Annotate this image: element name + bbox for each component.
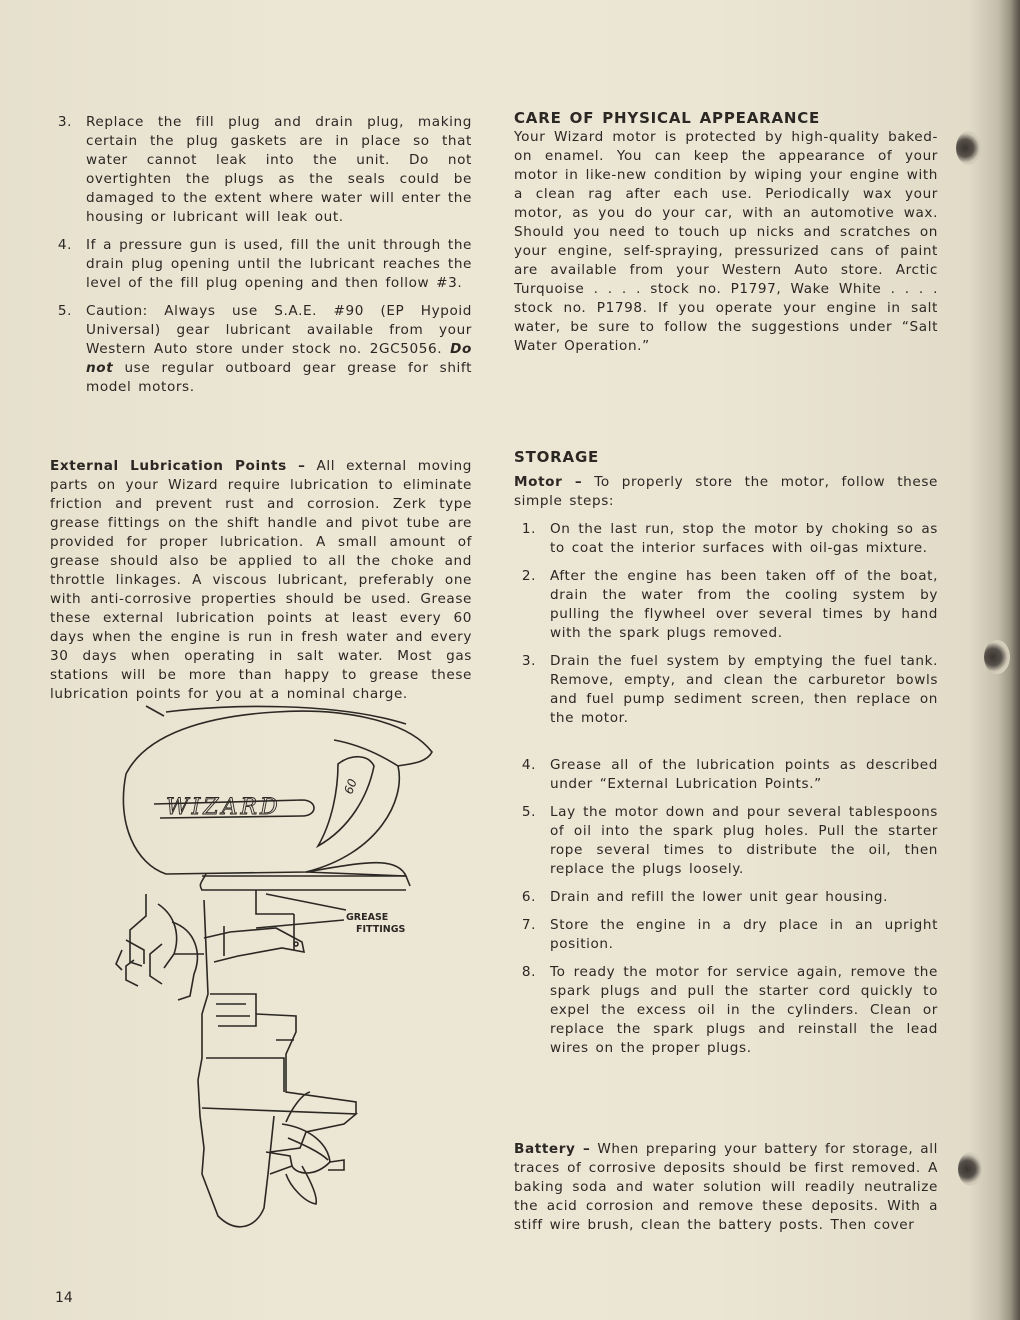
list-item (514, 567, 938, 643)
item-number: 8. (521, 964, 536, 980)
callout-fittings-label: FITTINGS (356, 924, 406, 935)
list-item (514, 652, 938, 728)
list-item (514, 888, 938, 907)
storage-heading: STORAGE (514, 448, 600, 466)
external-lubrication-paragraph (50, 457, 472, 704)
item-number: 3. (57, 114, 72, 130)
storage-motor-intro: To properly store the motor, follow these simple steps: (514, 474, 938, 509)
binder-hole-middle (984, 640, 1010, 674)
item-number: 4. (521, 757, 536, 773)
page-number: 14 (55, 1290, 73, 1306)
item-number: 3. (521, 653, 536, 669)
hood-model-label: 60 (341, 776, 360, 797)
item-text: After the engine has been taken off of the boat, drain the water from the cooling system by pulling the flywheel over several times by hand with the spark plugs removed. (550, 568, 938, 641)
item-number: 5. (521, 804, 536, 820)
outboard-motor-illustration (106, 704, 436, 1234)
item-number: 6. (521, 889, 536, 905)
battery-text: When preparing your battery for storage, all traces of corrosive deposits should be first removed. A baking soda and water solution will readily neutralize the acid corrosion and remove these deposits. With a stiff wire brush, clean the battery posts. Then cover (514, 1141, 938, 1233)
list-item (514, 803, 938, 879)
caution-emphasis: Do not (86, 341, 472, 376)
left-column (50, 113, 472, 718)
item-text: To ready the motor for service again, remove the spark plugs and pull the starter cord quickly to expel the excess oil in the cylinders. Clean or replace the spark plugs and reinstall the lead wires on the proper plugs. (550, 964, 938, 1056)
list-item (514, 756, 938, 794)
battery-paragraph (514, 1140, 938, 1235)
right-column (514, 109, 938, 1249)
item-text: If a pressure gun is used, fill the unit through the drain plug opening until the lubricant reaches the level of the fill plug opening and then follow #3. (86, 237, 472, 291)
item-number: 1. (521, 521, 536, 537)
caution-text-end: use regular outboard gear grease for shift model motors. (86, 360, 472, 395)
item-number: 2. (521, 568, 536, 584)
item-text: Replace the fill plug and drain plug, making certain the plug gaskets are in place so that water cannot leak into the unit. Do not overtighten the plugs as the seals could be damaged to the extent where water will enter the housing or lubricant will leak out. (86, 114, 472, 225)
external-lubrication-heading: External Lubrication Points – (50, 458, 306, 474)
list-item (50, 113, 472, 227)
list-item (50, 236, 472, 293)
item-number: 5. (57, 303, 72, 319)
hood-brand-label: WIZARD (166, 795, 281, 820)
list-item (514, 916, 938, 954)
caution-text: Caution: Always use S.A.E. #90 (EP Hypoid Universal) gear lubricant available from your Western Auto store under stock no. 2GC5056. (86, 303, 472, 357)
item-number: 4. (57, 237, 72, 253)
external-lubrication-text: All external moving parts on your Wizard require lubrication to eliminate friction and prevent rust and corrosion. Zerk type grease fittings on the shift handle and pivot tube are provided for proper lubrication. A small amount of grease should also be applied to all the choke and throttle linkages. A viscous lubricant, preferably one with anti-corrosive properties should be used. Grease these external lubrication points at least every 60 days when the engine is run in fresh water and every 30 days when operating in salt water. Most gas stations will be more than happy to grease these lubrication points for you at a nominal charge. (50, 458, 472, 702)
battery-label: Battery – (514, 1141, 591, 1157)
item-number: 7. (521, 917, 536, 933)
item-text: Lay the motor down and pour several tablespoons of oil into the spark plug holes. Pull the starter rope several times to distribute the oil, then replace the plugs loosely. (550, 804, 938, 877)
binder-hole-bottom (958, 1152, 984, 1186)
item-text: Grease all of the lubrication points as described under “External Lubrication Points.” (550, 757, 938, 792)
item-text: Store the engine in a dry place in an upright position. (550, 917, 938, 952)
item-text: Drain the fuel system by emptying the fuel tank. Remove, empty, and clean the carburetor bowls and fuel pump sediment screen, then replace on the motor. (550, 653, 938, 726)
care-paragraph: Your Wizard motor is protected by high-quality baked-on enamel. You can keep the appearance of your motor in like-new condition by wiping your engine with a clean rag after each use. Periodically wax your motor, as you do your car, with an automotive wax. Should you need to touch up nicks and scratches on your engine, self-spraying, pressurized cans of paint are available from your Western Auto store. Arctic Turquoise . . . . stock no. P1797, Wake White . . . . stock no. P1798. If you operate your engine in salt water, be sure to follow the suggestions under “Salt Water Operation.” (514, 129, 938, 354)
binder-hole-top (956, 131, 982, 165)
item-text (86, 302, 472, 397)
item-text: On the last run, stop the motor by choking so as to coat the interior surfaces with oil-gas mixture. (550, 521, 938, 556)
list-item (50, 302, 472, 397)
care-heading: CARE OF PHYSICAL APPEARANCE (514, 109, 821, 127)
list-item (514, 520, 938, 558)
item-text: Drain and refill the lower unit gear housing. (550, 889, 889, 905)
callout-grease-label: GREASE (346, 912, 389, 923)
list-item (514, 963, 938, 1058)
storage-motor-paragraph (514, 473, 938, 511)
storage-motor-label: Motor – (514, 474, 583, 490)
